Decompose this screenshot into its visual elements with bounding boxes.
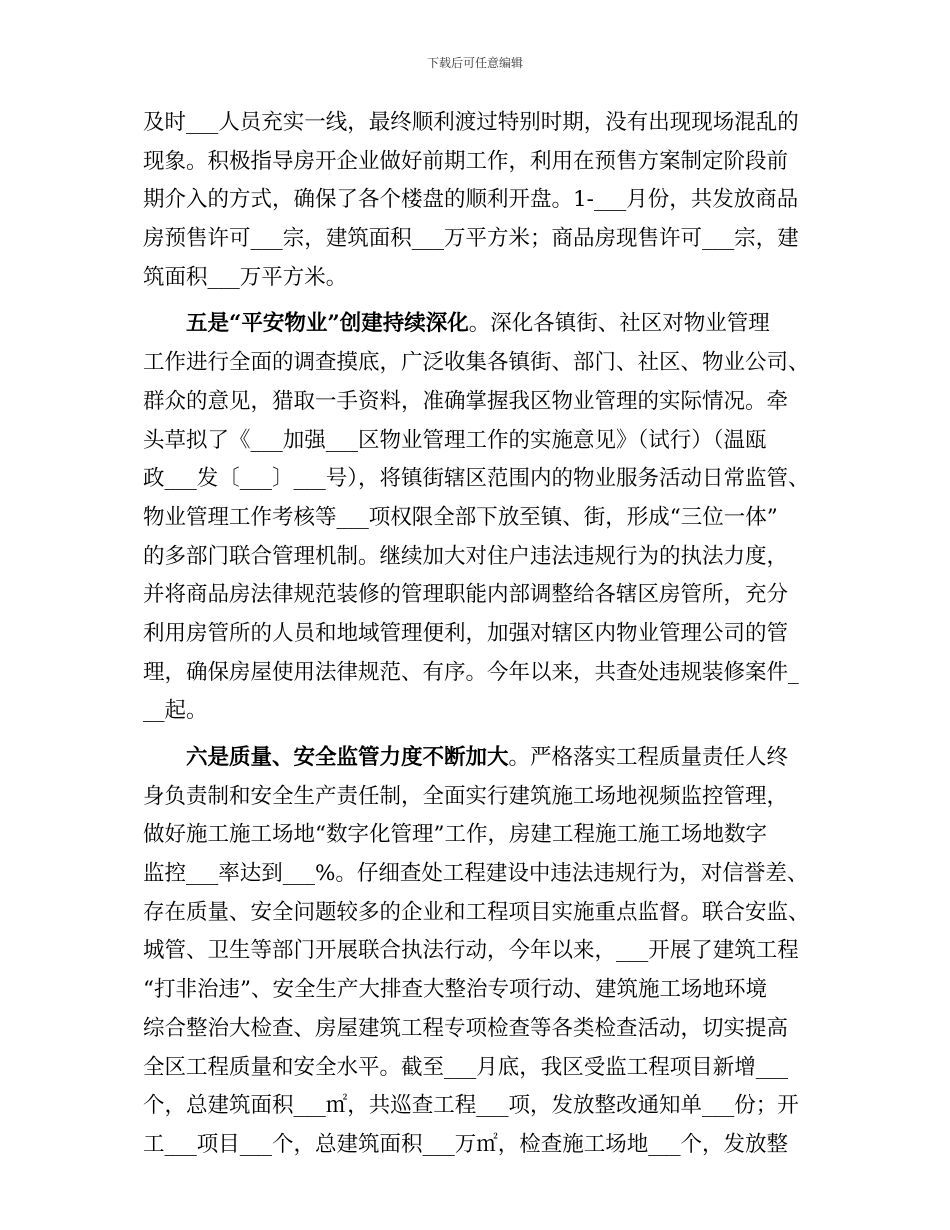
page-header: 下载后可任意编辑 bbox=[426, 56, 523, 70]
paragraph-first-line bbox=[143, 739, 811, 778]
text-line: 现象。积极指导房开企业做好前期工作，利用在预售方案制定阶段前 bbox=[143, 148, 789, 174]
text-line: 个，总建筑面积___㎡，共巡查工程___项，发放整改通知单___份；开 bbox=[143, 1093, 799, 1119]
text-run: 。严格落实工程质量责任人终 bbox=[508, 745, 789, 770]
text-line: 筑面积___万平方米。 bbox=[143, 264, 348, 290]
text-line: 群众的意见，猎取一手资料，准确掌握我区物业管理的实际情况。牵 bbox=[143, 388, 789, 414]
text-line: 做好施工施工场地“数字化管理”工作，房建工程施工施工场地数字 bbox=[143, 822, 767, 848]
paragraph-2 bbox=[143, 305, 811, 731]
text-line: 监控___率达到___%。仔细查处工程建设中违法违规行为，对信誉差、 bbox=[143, 861, 809, 887]
text-line: 期介入的方式，确保了各个楼盘的顺利开盘。1-___月份，共发放商品 bbox=[143, 187, 799, 213]
text-line: 并将商品房法律规范装修的管理职能内部调整给各辖区房管所，充分 bbox=[143, 582, 789, 608]
text-line: 头草拟了《___加强___区物业管理工作的实施意见》（试行）（温瓯 bbox=[143, 427, 767, 453]
text-line: 政___发〔___〕___号），将镇街辖区范围内的物业服务活动日常监管、 bbox=[143, 466, 810, 492]
paragraph-heading: 六是质量、安全监管力度不断加大 bbox=[186, 745, 509, 770]
text-line: 及时___人员充实一线，最终顺利渡过特别时期，没有出现现场混乱的 bbox=[143, 110, 799, 135]
text-line: 利用房管所的人员和地域管理便利，加强对辖区内物业管理公司的管 bbox=[143, 620, 789, 646]
text-line: 工作进行全面的调查摸底，广泛收集各镇街、部门、社区、物业公司、 bbox=[143, 350, 810, 376]
paragraph-first-line bbox=[143, 305, 811, 344]
text-line: 理，确保房屋使用法律规范、有序。今年以来，共查处违规装修案件_ bbox=[143, 659, 799, 685]
text-line: 全区工程质量和安全水平。截至___月底，我区受监工程项目新增___ bbox=[143, 1054, 789, 1080]
text-line: “打非治违”、安全生产大排查大整治专项行动、建筑施工场地环境 bbox=[143, 977, 767, 1003]
paragraph-3 bbox=[143, 739, 811, 1165]
text-line: 综合整治大检查、房屋建筑工程专项检查等各类检查活动，切实提高 bbox=[143, 1015, 789, 1041]
text-line: 工___项目___个，总建筑面积___万㎡，检查施工场地___个，发放整 bbox=[143, 1131, 789, 1157]
text-line: 城管、卫生等部门开展联合执法行动，今年以来，___开展了建筑工程 bbox=[143, 938, 799, 964]
text-line: 物业管理工作考核等___项权限全部下放至镇、街，形成“三位一体” bbox=[143, 504, 778, 530]
text-line: 的多部门联合管理机制。继续加大对住户违法违规行为的执法力度， bbox=[143, 543, 789, 569]
text-line: 身负责制和安全生产责任制，全面实行建筑施工场地视频监控管理， bbox=[143, 783, 789, 809]
text-line: __起。 bbox=[143, 698, 208, 724]
paragraph-heading: 五是“平安物业”创建持续深化 bbox=[186, 311, 469, 337]
document-body bbox=[143, 104, 811, 1165]
text-line: 存在质量、安全问题较多的企业和工程项目实施重点监督。联合安监、 bbox=[143, 899, 810, 925]
paragraph-1 bbox=[143, 104, 811, 297]
text-line: 房预售许可___宗，建筑面积___万平方米；商品房现售许可___宗，建 bbox=[143, 226, 799, 252]
text-run: 。深化各镇街、社区对物业管理 bbox=[468, 311, 770, 337]
